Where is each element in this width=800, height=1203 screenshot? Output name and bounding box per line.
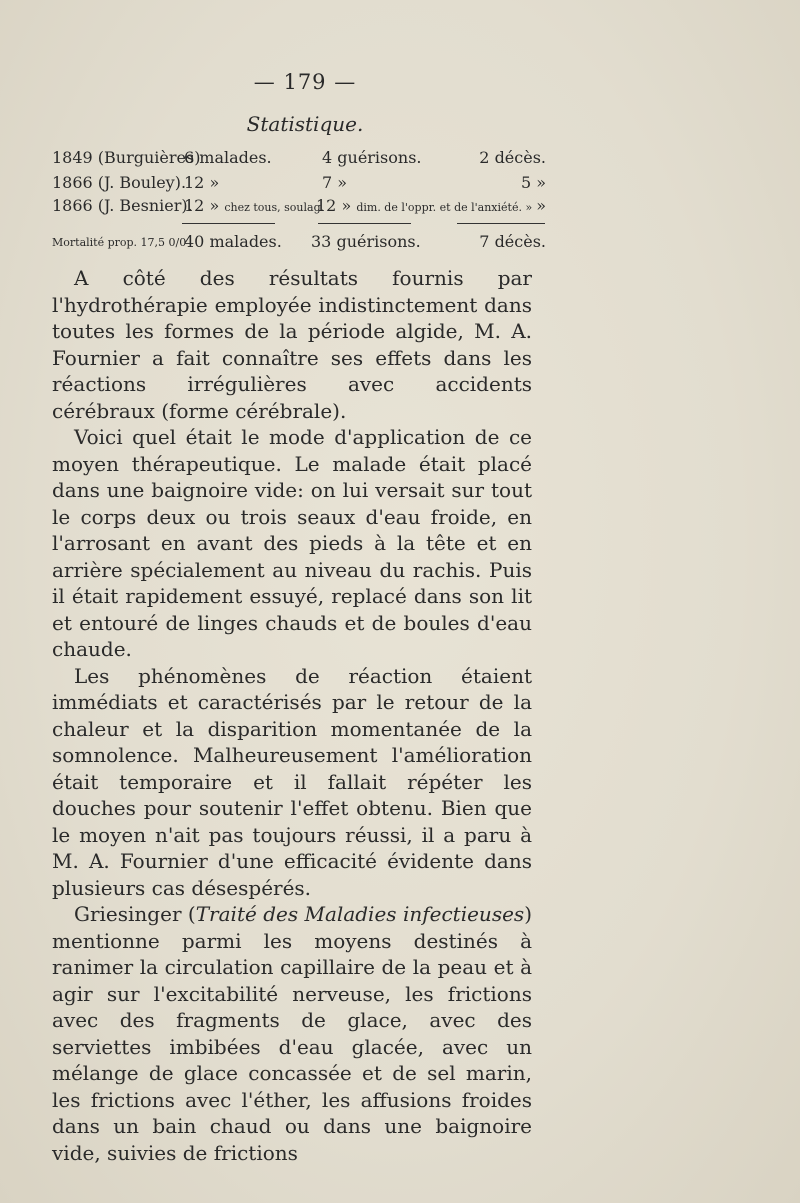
row-outcome bbox=[316, 196, 532, 215]
row-outcome: 4 guérisons. bbox=[322, 148, 422, 167]
paragraph: Voici quel était le mode d'application de ce moyen thérapeutique. Le malade était placé dans une baignoire vide: on lui versait sur tout le corps deux ou trois seaux d'eau froide, en l'arrosant en avant des pieds à la tête et en arrière spécialement au niveau du rachis. Puis il était rapidement essuyé, replacé dans son lit et entouré de linges chauds et de boules d'eau chaude. bbox=[52, 425, 532, 661]
statistics-title: Statistique. bbox=[246, 112, 364, 136]
total-cases: 40 malades. bbox=[184, 232, 282, 251]
paragraph bbox=[52, 901, 532, 1166]
total-label: Mortalité prop. 17,5 0/0 bbox=[52, 236, 187, 249]
row-outcome-value: 12 » bbox=[316, 196, 352, 215]
row-outcome-note: dim. de l'oppr. et de l'anxiété. » bbox=[356, 201, 533, 214]
statistics-total-row bbox=[52, 232, 548, 254]
sum-rule bbox=[318, 223, 411, 224]
statistics-row bbox=[52, 148, 548, 170]
row-cases-value: 12 » bbox=[184, 196, 220, 215]
total-outcome: 33 guérisons. bbox=[311, 232, 421, 251]
paragraph: Les phénomènes de réaction étaient immédiats et caractérisés par le retour de la chaleur et la disparition momentanée de la somnolence. Malheureusement l'amélioration était temporaire et il fallait répéter les douches pour soutenir l'effet obtenu. Bien que le moyen n'ait pas toujours réussi, il a paru à M. A. Fournier d'une efficacité évidente dans plusieurs cas désespérés. bbox=[52, 663, 532, 900]
row-deaths: 2 décès. bbox=[479, 148, 546, 167]
row-cases bbox=[184, 196, 324, 215]
total-deaths: 7 décès. bbox=[479, 232, 546, 251]
statistics-row bbox=[52, 196, 548, 218]
row-source: 1849 (Burguières) bbox=[52, 148, 201, 167]
page-number: — 179 — bbox=[253, 70, 357, 94]
book-title: Traité des Maladies infectieuses bbox=[195, 902, 525, 926]
row-cases: 12 » bbox=[184, 173, 220, 192]
row-deaths: » bbox=[536, 196, 546, 215]
statistics-row bbox=[52, 173, 548, 195]
paragraph: A côté des résultats fournis par l'hydrothérapie employée indistinctement dans toutes les formes de la période algide, M. A. Fournier a fait connaître ses effets dans les réactions irrégulières avec accidents cérébraux (forme cérébrale). bbox=[52, 266, 532, 423]
paragraph-rest: ) mentionne parmi les moyens destinés à ranimer la circulation capillaire de la peau et à agir sur l'excitabilité nerveuse, les frictions avec des fragments de glace, avec des serviettes imbibées d'eau glacée, avec un mélange de glace concassée et de sel marin, les frictions avec l'éther, les affusions froides dans un bain chaud ou dans une baignoire vide, suivies de frictions bbox=[52, 902, 532, 1165]
row-source: 1866 (J. Besnier). bbox=[52, 196, 193, 215]
row-cases-note: chez tous, soulag. bbox=[224, 201, 325, 214]
row-outcome: 7 » bbox=[322, 173, 348, 192]
row-source: 1866 (J. Bouley). bbox=[52, 173, 187, 192]
row-deaths: 5 » bbox=[520, 173, 546, 192]
paragraph-lead: Griesinger ( bbox=[74, 902, 196, 926]
row-cases: 6 malades. bbox=[184, 148, 272, 167]
sum-rule bbox=[182, 223, 275, 224]
sum-rule bbox=[457, 223, 545, 224]
body-text bbox=[52, 265, 532, 1166]
